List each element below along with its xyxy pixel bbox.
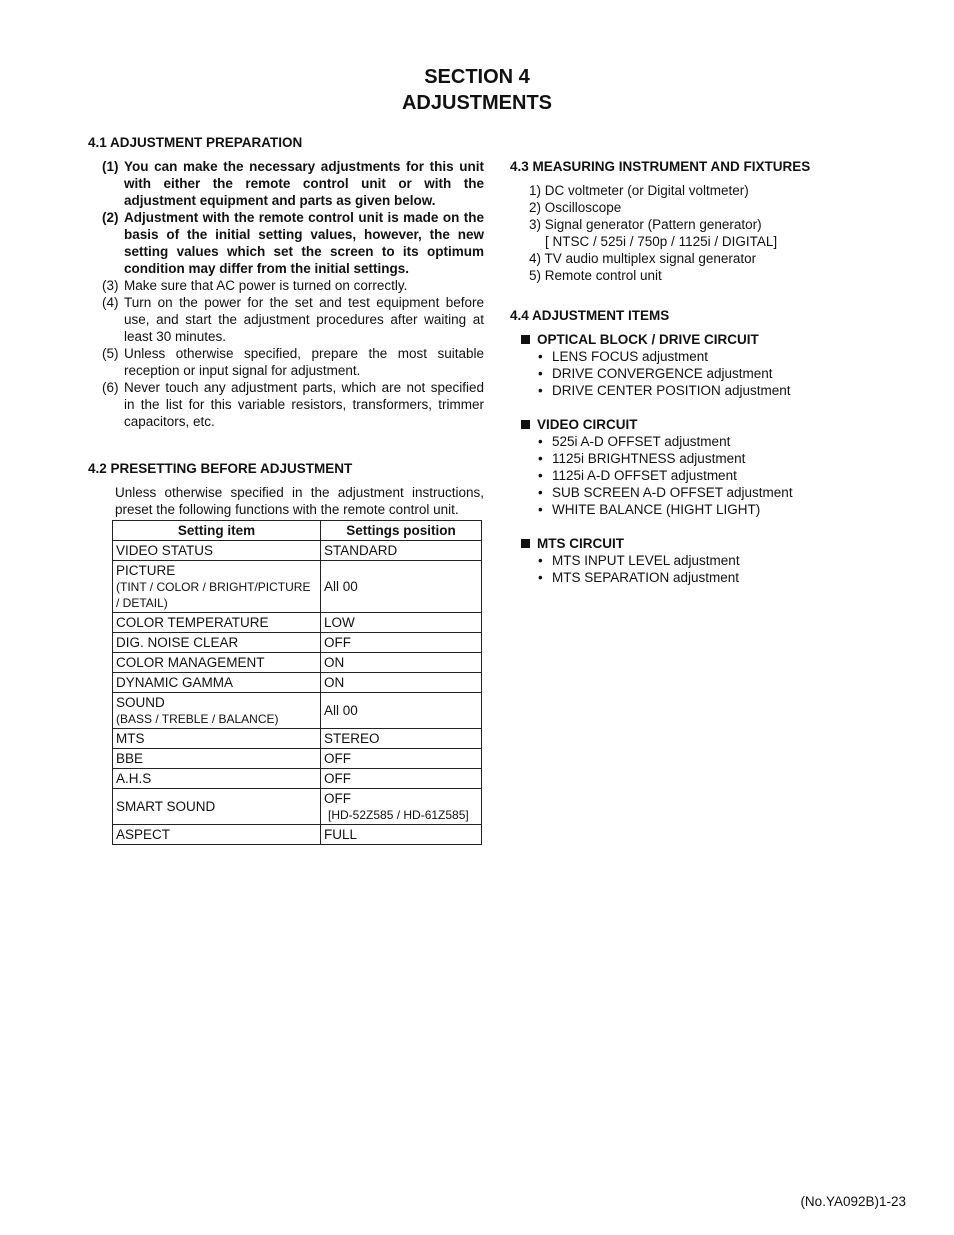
- presetting-intro: Unless otherwise specified in the adjustment instructions, preset the following functions with the remote control unit.: [115, 485, 484, 517]
- square-bullet-icon: [521, 420, 530, 429]
- group-heading-video-circuit: VIDEO CIRCUIT: [521, 416, 870, 433]
- settings-position-cell: All 00: [321, 561, 482, 613]
- list-item: • SUB SCREEN A-D OFFSET adjustment: [538, 484, 870, 501]
- setting-item-cell: DYNAMIC GAMMA: [113, 673, 321, 693]
- table-row: [113, 633, 482, 653]
- optical-block-items: [538, 348, 870, 399]
- setting-item-cell: SMART SOUND: [113, 789, 321, 825]
- table-row: [113, 613, 482, 633]
- table-row: [113, 825, 482, 845]
- table-row: [113, 693, 482, 729]
- mts-circuit-items: [538, 552, 870, 586]
- list-item: • 525i A-D OFFSET adjustment: [538, 433, 870, 450]
- setting-item-cell: VIDEO STATUS: [113, 541, 321, 561]
- settings-position-cell: STEREO: [321, 729, 482, 749]
- heading-4-2: 4.2 PRESETTING BEFORE ADJUSTMENT: [88, 461, 353, 476]
- section-number: SECTION 4: [424, 66, 530, 88]
- setting-item-cell: DIG. NOISE CLEAR: [113, 633, 321, 653]
- table-row: [113, 673, 482, 693]
- list-item: (1) You can make the necessary adjustments for this unit with either the remote control unit or with the adjustment equipment and parts as given below.: [102, 159, 484, 208]
- list-item: (6) Never touch any adjustment parts, which are not specified in the list for this variable resistors, transformers, trimmer capacitors, etc.: [102, 380, 484, 429]
- list-item: 3) Signal generator (Pattern generator): [529, 217, 762, 232]
- header-settings-position: Settings position: [321, 521, 482, 541]
- video-circuit-items: [538, 433, 870, 518]
- settings-position-cell: OFF: [321, 769, 482, 789]
- list-item: (2) Adjustment with the remote control unit is made on the basis of the initial setting values, however, the new setting values which set the screen to its optimum condition may differ from the initial settings.: [102, 210, 484, 276]
- header-setting-item: Setting item: [113, 521, 321, 541]
- settings-position-cell: LOW: [321, 613, 482, 633]
- list-item: (3) Make sure that AC power is turned on correctly.: [102, 278, 408, 293]
- list-item: • 1125i BRIGHTNESS adjustment: [538, 450, 870, 467]
- settings-table-body: [113, 541, 482, 845]
- list-item: 2) Oscilloscope: [529, 200, 622, 215]
- section-name: ADJUSTMENTS: [401, 92, 552, 114]
- list-item: • DRIVE CENTER POSITION adjustment: [538, 382, 870, 399]
- heading-4-3: 4.3 MEASURING INSTRUMENT AND FIXTURES: [510, 159, 811, 174]
- settings-position-cell: STANDARD: [321, 541, 482, 561]
- settings-position-cell: ON: [321, 653, 482, 673]
- group-heading-mts-circuit: MTS CIRCUIT: [521, 535, 870, 552]
- list-item: • 1125i A-D OFFSET adjustment: [538, 467, 870, 484]
- table-row: [113, 541, 482, 561]
- list-item: • WHITE BALANCE (HIGHT LIGHT): [538, 501, 870, 518]
- list-item: • MTS INPUT LEVEL adjustment: [538, 552, 870, 569]
- heading-4-4: 4.4 ADJUSTMENT ITEMS: [510, 308, 670, 323]
- setting-item-cell: A.H.S: [113, 769, 321, 789]
- table-row: [113, 729, 482, 749]
- settings-position-cell: FULL: [321, 825, 482, 845]
- setting-item-cell: COLOR TEMPERATURE: [113, 613, 321, 633]
- group-heading-optical-block: OPTICAL BLOCK / DRIVE CIRCUIT: [521, 331, 870, 348]
- setting-item-cell: MTS: [113, 729, 321, 749]
- square-bullet-icon: [521, 335, 530, 344]
- page-number: (No.YA092B)1-23: [800, 1194, 906, 1209]
- settings-position-cell: OFF [HD-52Z585 / HD-61Z585]: [321, 789, 482, 825]
- left-column: [88, 134, 484, 845]
- settings-position-cell: OFF: [321, 633, 482, 653]
- list-item: 4) TV audio multiplex signal generator: [529, 251, 757, 266]
- list-item: 1) DC voltmeter (or Digital voltmeter): [529, 183, 749, 198]
- setting-item-cell: ASPECT: [113, 825, 321, 845]
- table-row: [113, 789, 482, 825]
- setting-item-cell: COLOR MANAGEMENT: [113, 653, 321, 673]
- setting-item-cell: SOUND (BASS / TREBLE / BALANCE): [113, 693, 321, 729]
- list-item: • LENS FOCUS adjustment: [538, 348, 870, 365]
- list-item: • DRIVE CONVERGENCE adjustment: [538, 365, 870, 382]
- right-column: [510, 158, 870, 586]
- heading-4-1: 4.1 ADJUSTMENT PREPARATION: [88, 135, 303, 150]
- setting-item-cell: BBE: [113, 749, 321, 769]
- table-row: [113, 769, 482, 789]
- list-item: • MTS SEPARATION adjustment: [538, 569, 870, 586]
- preparation-list: [88, 158, 484, 430]
- table-header-row: [113, 521, 482, 541]
- table-row: [113, 561, 482, 613]
- settings-position-cell: All 00: [321, 693, 482, 729]
- square-bullet-icon: [521, 539, 530, 548]
- setting-item-cell: PICTURE (TINT / COLOR / BRIGHT/PICTURE / DETAIL): [113, 561, 321, 613]
- settings-table: [112, 520, 482, 845]
- table-row: [113, 653, 482, 673]
- instrument-list: [529, 182, 870, 284]
- table-row: [113, 749, 482, 769]
- list-item: 5) Remote control unit: [529, 268, 662, 283]
- section-title: [0, 64, 954, 116]
- settings-position-cell: ON: [321, 673, 482, 693]
- list-item: (4) Turn on the power for the set and test equipment before use, and start the adjustment procedures after waiting at least 30 minutes.: [102, 295, 484, 344]
- list-item: (5) Unless otherwise specified, prepare the most suitable reception or input signal for adjustment.: [102, 346, 484, 378]
- list-item: [ NTSC / 525i / 750p / 1125i / DIGITAL]: [545, 234, 778, 249]
- settings-position-cell: OFF: [321, 749, 482, 769]
